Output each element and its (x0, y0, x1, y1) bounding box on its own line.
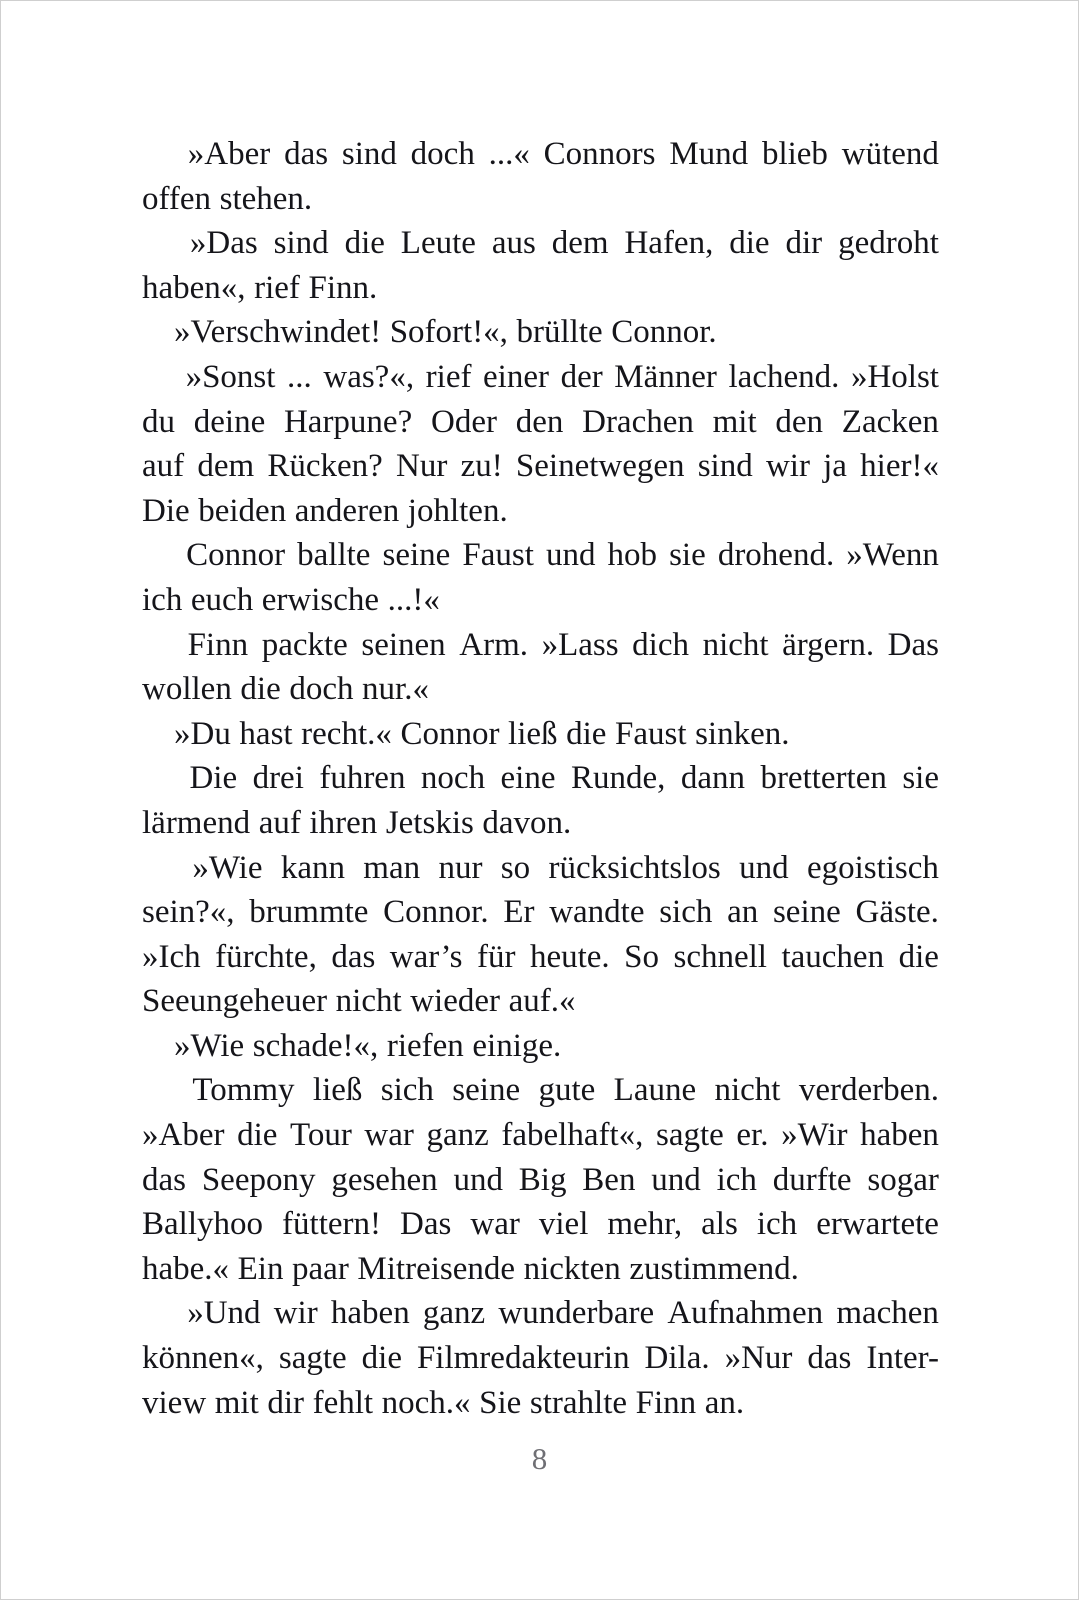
word: sind (341, 136, 397, 172)
word: »Wie (192, 849, 263, 886)
word: schnell (673, 938, 767, 975)
word: kann (280, 849, 345, 886)
word: egoistisch (806, 849, 939, 886)
word: Drachen (582, 403, 694, 440)
word: Rücken? (267, 448, 383, 485)
paragraph (142, 533, 939, 622)
word: »Das (189, 225, 258, 262)
text-line (142, 1381, 939, 1426)
word: Gäste. (855, 894, 939, 931)
word: und (651, 1161, 701, 1198)
text-line (142, 578, 939, 623)
word: die (237, 1117, 278, 1154)
word: seine (382, 537, 451, 574)
word: »Du (174, 715, 231, 752)
word: ihren (309, 804, 378, 841)
word: schade!«, (252, 1027, 379, 1064)
word: und (739, 849, 789, 886)
word: riefen (386, 1027, 464, 1064)
word: sind (697, 448, 753, 485)
word: er. (736, 1117, 769, 1154)
word: Jetskis (385, 804, 474, 841)
word: doch (410, 136, 475, 172)
word: sind (273, 225, 329, 262)
word: Dila. (644, 1340, 710, 1377)
word: war (470, 1206, 520, 1243)
word: Filmredakteurin (416, 1340, 630, 1377)
text-line (142, 355, 939, 400)
word: noch.« (381, 1384, 471, 1421)
word: lärmend (142, 804, 251, 841)
word: wollen (142, 671, 232, 708)
word: dich (632, 626, 689, 663)
word: stehen. (219, 180, 313, 217)
word: die (240, 671, 281, 708)
word: Finn (187, 626, 249, 663)
paragraph (142, 712, 939, 757)
word: war (364, 1117, 414, 1154)
word: eine (500, 760, 556, 797)
word: seine (772, 894, 841, 931)
word: Sie (479, 1384, 522, 1421)
word: nicht (702, 626, 769, 663)
word: als (701, 1206, 738, 1243)
word: verderben. (798, 1072, 939, 1109)
word: sich (380, 1072, 434, 1109)
page-body-text (142, 132, 939, 1425)
word: Connor. (383, 894, 489, 931)
word: Die (142, 492, 190, 529)
text-line (142, 667, 939, 712)
word: die (566, 715, 607, 752)
word: view (142, 1384, 207, 1421)
word: Ben (582, 1161, 636, 1198)
word: die (344, 225, 385, 262)
word: dann (680, 760, 745, 797)
word: sich (659, 894, 713, 931)
word: Mitreisende (357, 1250, 516, 1287)
word: fuhren (319, 760, 406, 797)
word: viel (538, 1206, 589, 1243)
paragraph (142, 846, 939, 1024)
word: Sofort!«, (389, 314, 508, 351)
word: Ballyhoo (142, 1206, 263, 1243)
text-line (142, 310, 939, 355)
word: Tommy (192, 1072, 295, 1109)
word: fehlt (312, 1384, 374, 1421)
text-line (142, 266, 939, 311)
word: brummte (249, 894, 369, 931)
word: gute (538, 1072, 596, 1109)
word: erwartete (816, 1206, 939, 1243)
word: davon. (482, 804, 572, 841)
word: beiden (198, 492, 287, 529)
word: sie (902, 760, 939, 797)
word: hob (607, 537, 658, 574)
paragraph (142, 623, 939, 712)
word: Big (518, 1161, 567, 1198)
word: dir (785, 225, 823, 262)
word: durfte (772, 1161, 852, 1198)
text-line (142, 979, 939, 1024)
word: ich (756, 1206, 798, 1243)
word: das (331, 938, 376, 975)
word: wir (273, 1295, 318, 1332)
word: »Wie (174, 1027, 245, 1064)
word: Faust (615, 715, 687, 752)
word: deine (193, 403, 266, 440)
text-line (142, 400, 939, 445)
word: Harpune? (283, 403, 413, 440)
word: auf (258, 804, 301, 841)
word: war’s (389, 938, 463, 975)
word: sie (669, 537, 706, 574)
word: sagte (278, 1340, 347, 1377)
word: Nur (396, 448, 448, 485)
word: nicht (714, 1072, 781, 1109)
word: Seepony (201, 1161, 316, 1198)
word: den (775, 403, 824, 440)
paragraph (142, 1024, 939, 1069)
word: das (807, 1340, 852, 1377)
word: ich (142, 581, 183, 618)
word: tauchen (781, 938, 885, 975)
word: nur.« (362, 671, 429, 708)
paragraph (142, 756, 939, 845)
word: Leute (400, 225, 476, 262)
word: »Sonst (185, 358, 276, 395)
word: wir (765, 448, 810, 485)
word: Zacken (841, 403, 939, 440)
word: wunderbare (498, 1295, 655, 1332)
word: Männer (614, 358, 717, 395)
word: Finn. (308, 269, 378, 306)
word: Connor (400, 715, 500, 752)
word: »Und (187, 1295, 261, 1332)
word: das (284, 136, 329, 172)
word: Arm. (459, 626, 529, 663)
word: ... (287, 358, 312, 395)
word: Finn (635, 1384, 697, 1421)
text-line (142, 1158, 939, 1203)
word: seine (452, 1072, 521, 1109)
word: Mund (669, 136, 749, 172)
word: »Verschwindet! (174, 314, 382, 351)
word: »Aber (187, 136, 271, 172)
word: füttern! (282, 1206, 381, 1243)
text-line (142, 533, 939, 578)
word: drohend. (717, 537, 835, 574)
word: paar (292, 1250, 349, 1287)
text-line (142, 177, 939, 222)
word: einige. (472, 1027, 562, 1064)
word: an (727, 894, 759, 931)
word: sagte (655, 1117, 724, 1154)
word: können«, (142, 1340, 264, 1377)
text-line (142, 1113, 939, 1158)
word: auf (142, 448, 185, 485)
text-line (142, 1068, 939, 1113)
word: fabelhaft«, (501, 1117, 644, 1154)
word: ließ (312, 1072, 363, 1109)
word: recht.« (301, 715, 392, 752)
word: Connors (543, 136, 656, 172)
word: johlten. (407, 492, 508, 529)
paragraph (142, 132, 939, 221)
word: »Lass (541, 626, 619, 663)
word: »Nur (724, 1340, 793, 1377)
word: ...« (488, 136, 530, 172)
text-line (142, 221, 939, 266)
word: für (476, 938, 516, 975)
word: packte (261, 626, 348, 663)
word: ganz (426, 1117, 489, 1154)
word: den (515, 403, 564, 440)
word: haben«, (142, 269, 246, 306)
word: So (624, 938, 660, 975)
word: anderen (294, 492, 400, 529)
word: mehr, (607, 1206, 683, 1243)
word: euch (190, 581, 254, 618)
word: dem (551, 225, 609, 262)
word: lachend. (728, 358, 840, 395)
word: Laune (613, 1072, 697, 1109)
word: Ein (237, 1250, 284, 1287)
text-line (142, 1291, 939, 1336)
word: Seeungeheuer (142, 983, 328, 1020)
word: zu! (460, 448, 503, 485)
word: »Aber (142, 1117, 225, 1154)
text-line (142, 890, 939, 935)
word: Runde, (570, 760, 666, 797)
word: einer (483, 358, 549, 395)
word: die (729, 225, 770, 262)
word: auf.« (508, 983, 576, 1020)
word: haben (330, 1295, 410, 1332)
word: hast (239, 715, 293, 752)
word: wütend (841, 136, 939, 172)
text-line (142, 1202, 939, 1247)
word: blieb (761, 136, 828, 172)
word: Faust (462, 537, 534, 574)
text-line (142, 712, 939, 757)
text-line (142, 1024, 939, 1069)
word: Das (400, 1206, 452, 1243)
word: noch (420, 760, 486, 797)
word: hier!« (860, 448, 939, 485)
word: Tour (289, 1117, 352, 1154)
word: gedroht (838, 225, 939, 262)
word: nickten (523, 1250, 621, 1287)
word: ganz (422, 1295, 486, 1332)
word: Aufnahmen (667, 1295, 824, 1332)
text-line (142, 132, 939, 177)
word: erwische (261, 581, 380, 618)
word: so (500, 849, 531, 886)
word: »Ich (142, 938, 201, 975)
word: die (898, 938, 939, 975)
text-line (142, 756, 939, 801)
word: wandte (549, 894, 645, 931)
text-line (142, 1247, 939, 1292)
word: du (142, 403, 175, 440)
word: man (363, 849, 421, 886)
word: Er (503, 894, 535, 931)
text-line (142, 444, 939, 489)
word: strahlte (529, 1384, 628, 1421)
word: doch (289, 671, 354, 708)
word: rief (254, 269, 300, 306)
word: an. (704, 1384, 745, 1421)
word: seinen (361, 626, 446, 663)
text-line (142, 1336, 939, 1381)
word: und (453, 1161, 503, 1198)
word: ließ (508, 715, 558, 752)
word: und (545, 537, 596, 574)
word: drei (252, 760, 304, 797)
word: habe.« (142, 1250, 230, 1287)
word: offen (142, 180, 212, 217)
word: mit (214, 1384, 259, 1421)
word: sein?«, (142, 894, 235, 931)
paragraph (142, 1291, 939, 1425)
word: heute. (529, 938, 610, 975)
word: rücksichtslos (548, 849, 721, 886)
text-line (142, 846, 939, 891)
word: Hafen, (624, 225, 714, 262)
word: wieder (410, 983, 501, 1020)
word: der (560, 358, 603, 395)
word: was?«, (323, 358, 415, 395)
word: aus (491, 225, 536, 262)
word: rief (425, 358, 472, 395)
text-line (142, 801, 939, 846)
word: das (142, 1161, 186, 1198)
word: gesehen (331, 1161, 438, 1198)
word: machen (836, 1295, 939, 1332)
word: sinken. (695, 715, 790, 752)
text-line (142, 935, 939, 980)
word: ärgern. (782, 626, 875, 663)
word: Inter- (866, 1340, 939, 1377)
word: dem (197, 448, 255, 485)
word: dir (267, 1384, 304, 1421)
word: ich (716, 1161, 757, 1198)
word: sogar (867, 1161, 939, 1198)
word: Seinetwegen (515, 448, 685, 485)
word: nur (438, 849, 483, 886)
word: fürchte, (215, 938, 317, 975)
paragraph (142, 310, 939, 355)
word: Connor (186, 537, 286, 574)
word: Die (189, 760, 238, 797)
word: mit (712, 403, 757, 440)
word: bretterten (760, 760, 887, 797)
word: brüllte (516, 314, 603, 351)
text-line (142, 623, 939, 668)
word: Connor. (611, 314, 717, 351)
word: nicht (335, 983, 402, 1020)
word: »Holst (850, 358, 939, 395)
paragraph (142, 1068, 939, 1291)
word: »Wenn (846, 537, 939, 574)
word: Oder (430, 403, 497, 440)
paragraph (142, 355, 939, 533)
word: ja (823, 448, 847, 485)
word: »Wir (781, 1117, 848, 1154)
word: Das (887, 626, 939, 663)
word: die (361, 1340, 402, 1377)
word: ...!« (387, 581, 440, 618)
word: zustimmend. (629, 1250, 799, 1287)
word: ballte (297, 537, 371, 574)
text-line (142, 489, 939, 534)
paragraph (142, 221, 939, 310)
word: haben (860, 1117, 939, 1154)
page-number: 8 (531, 1441, 548, 1476)
